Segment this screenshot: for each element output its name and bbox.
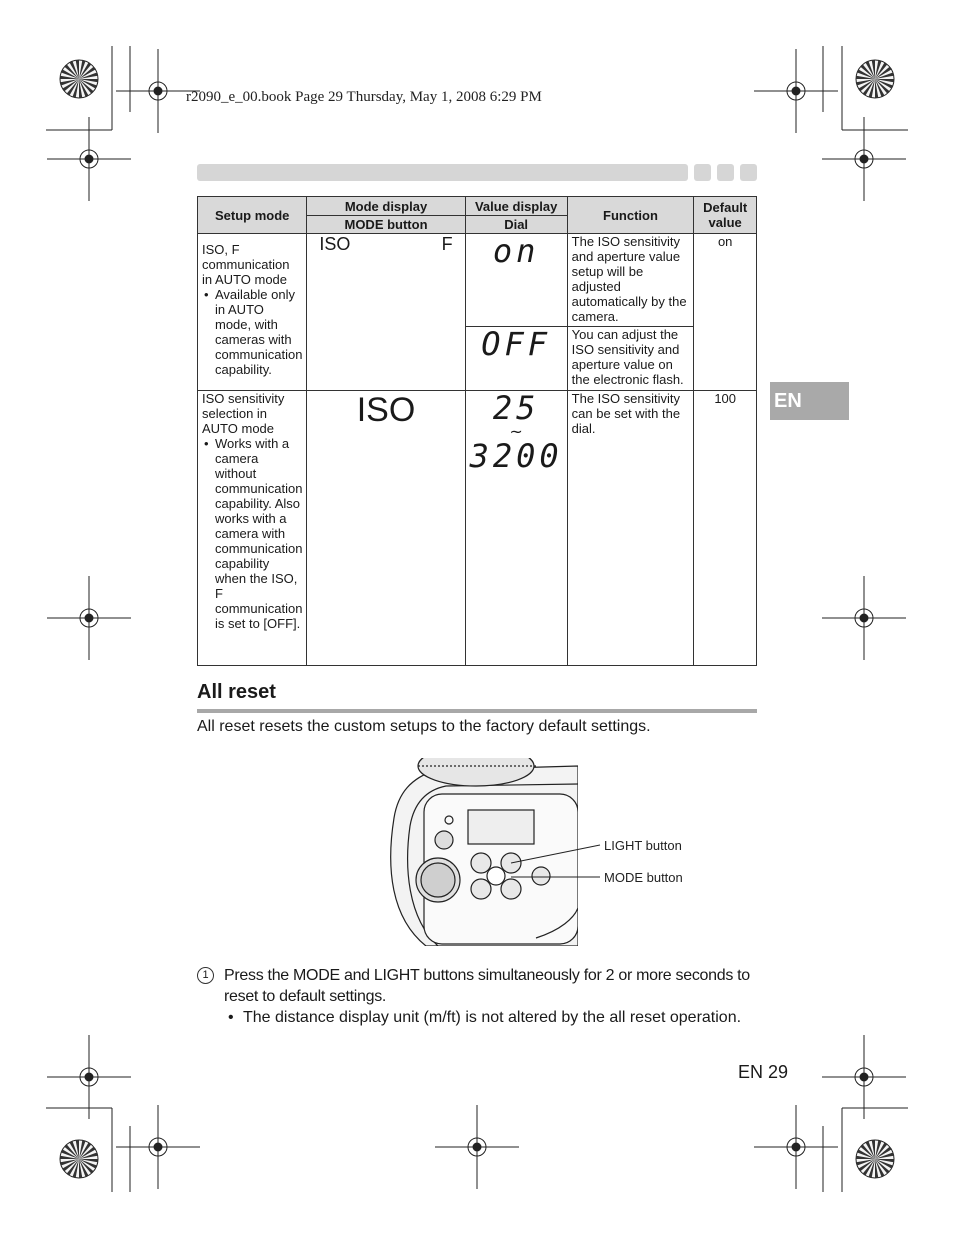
header-default-value: Default value — [694, 197, 757, 234]
default-value-cell: 100 — [694, 391, 757, 666]
header-function: Function — [567, 197, 694, 234]
section-divider — [197, 709, 757, 713]
mode-display-iso: ISO — [319, 234, 351, 254]
value-display-cell — [465, 234, 567, 327]
function-cell: The ISO sensitivity and aperture value setup will be adjusted automatically by the camera. — [567, 234, 694, 327]
step-text: Press the MODE and LIGHT buttons simultaneously for 2 or more seconds to reset to default settings. — [224, 967, 750, 1005]
header-decor-bar — [197, 164, 688, 181]
setup-note: • Works with a camera without communication capability. Also works with a camera with communication capability when the ISO, F communication is set to [OFF]. — [202, 436, 302, 631]
table-row-setup-mode — [198, 391, 307, 666]
language-tab: EN — [770, 382, 849, 420]
light-button-callout: LIGHT button — [604, 838, 682, 853]
header-decor-square — [694, 164, 711, 181]
bullet-icon: • — [228, 1009, 234, 1026]
value-display-cell — [465, 391, 567, 666]
step-note-text: The distance display unit (m/ft) is not altered by the all reset operation. — [243, 1009, 742, 1026]
range-separator: ~ — [509, 422, 523, 441]
header-value-display: Value display — [465, 197, 567, 216]
mode-display-f: F — [441, 234, 453, 254]
header-mode-button: MODE button — [307, 216, 465, 234]
function-cell: You can adjust the ISO sensitivity and aperture value on the electronic flash. — [567, 327, 694, 391]
function-cell: The ISO sensitivity can be set with the dial. — [567, 391, 694, 666]
section-body: All reset resets the custom setups to the factory default settings. — [197, 718, 651, 735]
setup-title: ISO sensitivity selection in AUTO mode — [202, 391, 285, 436]
header-setup-mode: Setup mode — [198, 197, 307, 234]
value-display-cell — [465, 327, 567, 391]
step-note — [224, 1007, 757, 1028]
print-header-slug: r2090_e_00.book Page 29 Thursday, May 1, 2008 6:29 PM — [186, 89, 542, 105]
mode-display-cell — [307, 234, 465, 391]
segment-display-min: 25 — [492, 389, 540, 427]
segment-display-on: on — [492, 232, 540, 270]
setup-note: • Available only in AUTO mode, with cameras with communication capability. — [202, 287, 302, 377]
header-dial: Dial — [465, 216, 567, 234]
page-number: EN 29 — [738, 1062, 789, 1082]
header-decor-square — [717, 164, 734, 181]
table-row-setup-mode — [198, 234, 307, 391]
mode-button-callout: MODE button — [604, 870, 683, 885]
mode-display-cell — [307, 391, 465, 666]
setup-title: ISO, F communication in AUTO mode — [202, 242, 290, 287]
custom-setup-table — [197, 196, 757, 666]
instruction-step — [197, 965, 757, 1028]
section-title: All reset — [197, 681, 276, 703]
segment-display-max: 3200 — [469, 437, 563, 475]
header-decor-square — [740, 164, 757, 181]
flash-panel-illustration — [386, 758, 706, 948]
header-mode-display: Mode display — [307, 197, 465, 216]
segment-display-off: OFF — [481, 325, 552, 363]
default-value-cell: on — [694, 234, 757, 391]
step-number: 1 — [197, 967, 214, 984]
flash-control-panel-figure — [386, 758, 706, 948]
mode-display-iso: ISO — [356, 391, 416, 429]
